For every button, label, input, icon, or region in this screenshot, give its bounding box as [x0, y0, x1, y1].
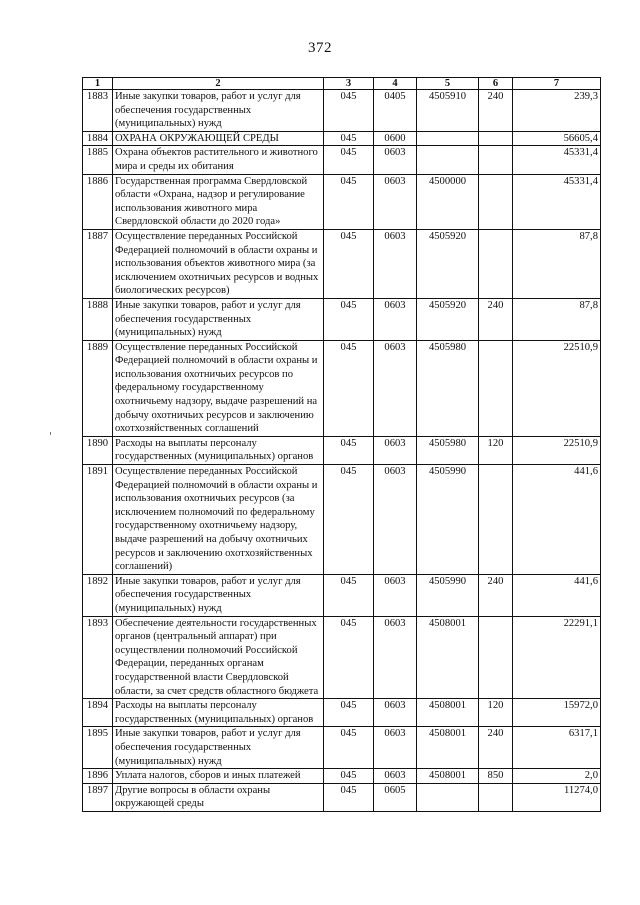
row-sum: 11274,0: [513, 783, 601, 811]
table-row: [83, 340, 601, 436]
row-razdel: 0603: [374, 727, 417, 769]
row-ved: 045: [324, 783, 374, 811]
table-row: [83, 574, 601, 616]
row-sum: 22510,9: [513, 436, 601, 464]
row-ved: 045: [324, 174, 374, 229]
row-number: 1884: [83, 131, 113, 146]
table-row: [83, 131, 601, 146]
row-csr: 4505980: [417, 340, 479, 436]
row-razdel: 0603: [374, 699, 417, 727]
row-number: 1887: [83, 229, 113, 298]
row-sum: 87,8: [513, 229, 601, 298]
row-sum: 15972,0: [513, 699, 601, 727]
row-csr: 4505980: [417, 436, 479, 464]
page-number: 372: [308, 40, 332, 56]
header-col-1: 1: [83, 78, 113, 90]
row-vr: [479, 131, 513, 146]
row-number: 1888: [83, 298, 113, 340]
row-razdel: 0603: [374, 229, 417, 298]
table-row: [83, 146, 601, 174]
row-csr: 4508001: [417, 699, 479, 727]
row-csr: [417, 146, 479, 174]
row-number: 1893: [83, 616, 113, 699]
row-vr: [479, 616, 513, 699]
row-razdel: 0603: [374, 436, 417, 464]
row-name: Другие вопросы в области охраны окружающей среды: [113, 783, 324, 811]
table-row: [83, 298, 601, 340]
row-razdel: 0603: [374, 174, 417, 229]
row-number: 1897: [83, 783, 113, 811]
row-number: 1885: [83, 146, 113, 174]
row-csr: 4508001: [417, 769, 479, 784]
row-number: 1890: [83, 436, 113, 464]
row-razdel: 0603: [374, 146, 417, 174]
row-number: 1891: [83, 465, 113, 575]
row-number: 1892: [83, 574, 113, 616]
row-ved: 045: [324, 298, 374, 340]
row-ved: 045: [324, 574, 374, 616]
row-vr: [479, 174, 513, 229]
row-razdel: 0600: [374, 131, 417, 146]
table-row: [83, 465, 601, 575]
row-csr: 4505920: [417, 229, 479, 298]
row-number: 1889: [83, 340, 113, 436]
row-vr: 120: [479, 436, 513, 464]
row-name: Государственная программа Свердловской области «Охрана, надзор и регулирование использования животного мира Свердловской области до 2020 года»: [113, 174, 324, 229]
row-sum: 239,3: [513, 90, 601, 132]
header-col-6: 6: [479, 78, 513, 90]
row-razdel: 0603: [374, 769, 417, 784]
row-csr: 4505910: [417, 90, 479, 132]
row-vr: [479, 146, 513, 174]
row-ved: 045: [324, 90, 374, 132]
row-razdel: 0603: [374, 298, 417, 340]
row-number: 1894: [83, 699, 113, 727]
row-name: Иные закупки товаров, работ и услуг для обеспечения государственных (муниципальных) нужд: [113, 90, 324, 132]
scan-mark: [50, 432, 51, 435]
row-ved: 045: [324, 131, 374, 146]
row-csr: 4508001: [417, 616, 479, 699]
row-ved: 045: [324, 699, 374, 727]
row-name: Охрана объектов растительного и животного мира и среды их обитания: [113, 146, 324, 174]
row-sum: 441,6: [513, 465, 601, 575]
row-ved: 045: [324, 229, 374, 298]
header-col-3: 3: [324, 78, 374, 90]
row-ved: 045: [324, 436, 374, 464]
table-header-row: [83, 78, 601, 90]
row-vr: [479, 229, 513, 298]
row-number: 1883: [83, 90, 113, 132]
row-vr: [479, 465, 513, 575]
row-vr: 240: [479, 727, 513, 769]
header-col-2: 2: [113, 78, 324, 90]
row-sum: 6317,1: [513, 727, 601, 769]
row-name: Осуществление переданных Российской Федерацией полномочий в области охраны и использования охотничьих ресурсов (за исключением полномочий по федеральному государственному охотничьему надзору, выдаче разрешений на добычу охотничьих ресурсов и заключению охотхозяйственных соглашений): [113, 465, 324, 575]
table-row: [83, 229, 601, 298]
row-name: Расходы на выплаты персоналу государственных (муниципальных) органов: [113, 436, 324, 464]
row-sum: 56605,4: [513, 131, 601, 146]
table-row: [83, 616, 601, 699]
header-col-7: 7: [513, 78, 601, 90]
row-name: ОХРАНА ОКРУЖАЮЩЕЙ СРЕДЫ: [113, 131, 324, 146]
row-number: 1895: [83, 727, 113, 769]
row-sum: 22510,9: [513, 340, 601, 436]
table-row: [83, 90, 601, 132]
row-csr: 4505990: [417, 574, 479, 616]
row-razdel: 0605: [374, 783, 417, 811]
row-ved: 045: [324, 769, 374, 784]
row-razdel: 0405: [374, 90, 417, 132]
row-sum: 2,0: [513, 769, 601, 784]
row-vr: 240: [479, 90, 513, 132]
row-ved: 045: [324, 465, 374, 575]
row-csr: 4505920: [417, 298, 479, 340]
row-csr: 4505990: [417, 465, 479, 575]
row-vr: [479, 783, 513, 811]
row-csr: 4508001: [417, 727, 479, 769]
row-sum: 45331,4: [513, 146, 601, 174]
row-vr: 120: [479, 699, 513, 727]
row-vr: 850: [479, 769, 513, 784]
budget-table: [82, 77, 601, 812]
row-razdel: 0603: [374, 574, 417, 616]
row-name: Иные закупки товаров, работ и услуг для обеспечения государственных (муниципальных) нужд: [113, 574, 324, 616]
row-ved: 045: [324, 146, 374, 174]
table-row: [83, 727, 601, 769]
table-row: [83, 769, 601, 784]
row-sum: 45331,4: [513, 174, 601, 229]
row-vr: 240: [479, 574, 513, 616]
row-number: 1896: [83, 769, 113, 784]
row-sum: 22291,1: [513, 616, 601, 699]
row-name: Иные закупки товаров, работ и услуг для обеспечения государственных (муниципальных) нужд: [113, 727, 324, 769]
row-sum: 441,6: [513, 574, 601, 616]
row-name: Уплата налогов, сборов и иных платежей: [113, 769, 324, 784]
row-name: Осуществление переданных Российской Федерацией полномочий в области охраны и использования охотничьих ресурсов по федеральному государственному охотничьему надзору, выдаче разрешений на добычу охотничьих ресурсов и заключению охотхозяйственных соглашений: [113, 340, 324, 436]
row-name: Расходы на выплаты персоналу государственных (муниципальных) органов: [113, 699, 324, 727]
row-vr: [479, 340, 513, 436]
table-row: [83, 783, 601, 811]
row-ved: 045: [324, 727, 374, 769]
row-sum: 87,8: [513, 298, 601, 340]
row-ved: 045: [324, 616, 374, 699]
row-csr: [417, 131, 479, 146]
header-col-4: 4: [374, 78, 417, 90]
row-razdel: 0603: [374, 340, 417, 436]
row-name: Иные закупки товаров, работ и услуг для обеспечения государственных (муниципальных) нужд: [113, 298, 324, 340]
row-razdel: 0603: [374, 465, 417, 575]
table-row: [83, 699, 601, 727]
row-vr: 240: [479, 298, 513, 340]
table-row: [83, 436, 601, 464]
table-row: [83, 174, 601, 229]
row-ved: 045: [324, 340, 374, 436]
row-number: 1886: [83, 174, 113, 229]
row-name: Обеспечение деятельности государственных органов (центральный аппарат) при осуществлении полномочий Российской Федерации, переданных органам государственной власти Свердловской области, за счет средств областного бюджета: [113, 616, 324, 699]
row-csr: 4500000: [417, 174, 479, 229]
row-csr: [417, 783, 479, 811]
row-name: Осуществление переданных Российской Федерацией полномочий в области охраны и использования объектов животного мира (за исключением охотничьих ресурсов и водных биологических ресурсов): [113, 229, 324, 298]
header-col-5: 5: [417, 78, 479, 90]
row-razdel: 0603: [374, 616, 417, 699]
